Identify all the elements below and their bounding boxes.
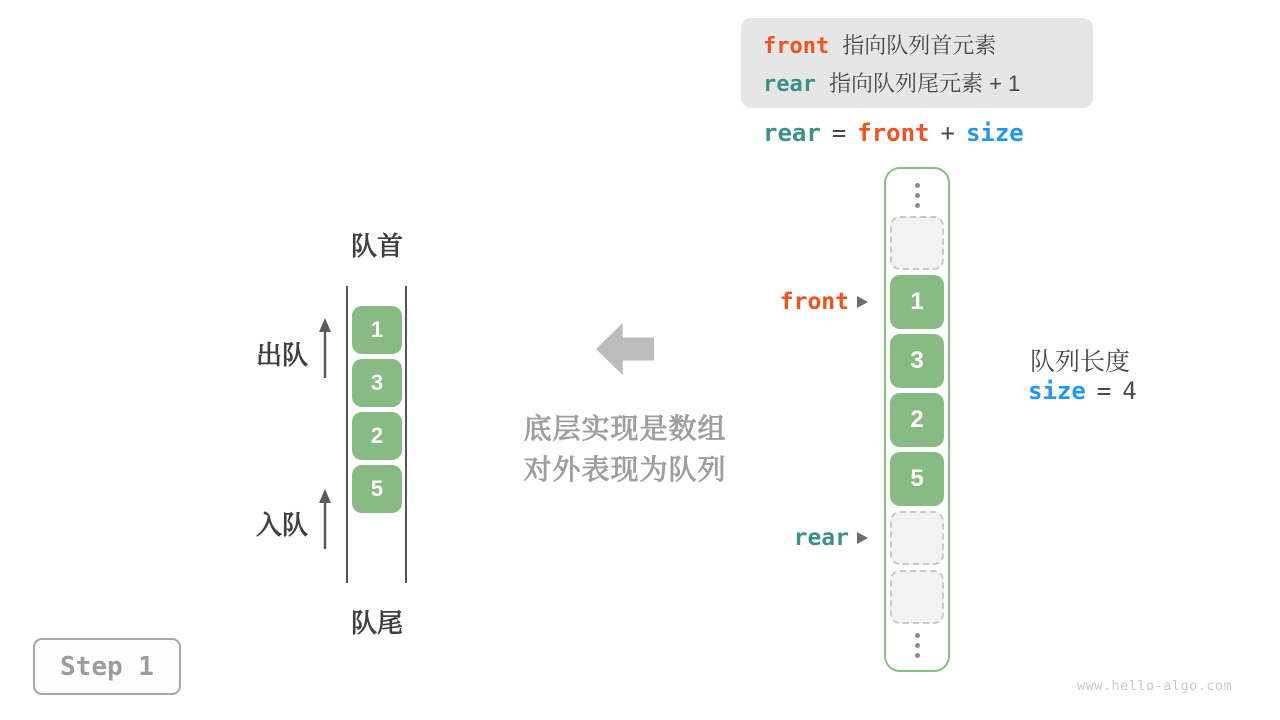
- left-block-arrow-icon: [596, 323, 654, 375]
- array-container: [884, 167, 950, 672]
- queue-head-label: 队首: [350, 231, 403, 261]
- legend-box: [741, 18, 1093, 108]
- array-slot: 2: [890, 393, 944, 447]
- enqueue-up-arrow-icon: [317, 487, 333, 551]
- queue-cell: 2: [352, 412, 402, 460]
- dequeue-up-arrow-icon: [317, 316, 333, 380]
- queue-cell: 3: [352, 359, 402, 407]
- vertical-ellipsis-icon: [915, 179, 920, 211]
- queue-cell: 5: [352, 465, 402, 513]
- size-keyword: size: [1028, 377, 1086, 405]
- size-equals: =: [1096, 377, 1112, 405]
- formula-equals: =: [831, 119, 847, 147]
- rear-pointer-label: rear: [793, 525, 849, 551]
- array-slot-empty: [890, 570, 944, 624]
- watermark: www.hello-algo.com: [1077, 678, 1233, 694]
- formula-front: front: [857, 119, 930, 147]
- size-value-line: [1028, 377, 1137, 405]
- queue-cell: 1: [352, 306, 402, 354]
- dequeue-label: 出队: [255, 340, 308, 370]
- array-slot-empty: [890, 511, 944, 565]
- queue-right-wall: [405, 286, 407, 583]
- legend-line-rear: [763, 67, 1093, 98]
- queue-length-label: 队列长度: [1030, 348, 1131, 376]
- queue-tail-label: 队尾: [350, 608, 403, 638]
- front-keyword: front: [763, 33, 830, 59]
- queue-left-wall: [346, 286, 348, 583]
- legend-line-front: [763, 29, 1093, 60]
- front-pointer-label: front: [779, 289, 849, 315]
- annotation-text: [515, 408, 735, 490]
- pointer-arrow-icon: [857, 296, 868, 308]
- formula-size: size: [965, 119, 1024, 147]
- array-slot: 5: [890, 452, 944, 506]
- rear-keyword: rear: [763, 71, 816, 97]
- formula-rear-front-size: [763, 119, 1024, 147]
- array-slot-empty: [890, 216, 944, 270]
- vertical-ellipsis-icon: [915, 629, 920, 661]
- array-slot: 3: [890, 334, 944, 388]
- front-pointer: [763, 289, 868, 315]
- size-value: 4: [1122, 377, 1137, 405]
- pointer-arrow-icon: [857, 532, 868, 544]
- rear-description: 指向队列尾元素 + 1: [828, 70, 1021, 96]
- annotation-line-1: 底层实现是数组: [523, 413, 727, 444]
- annotation-line-2: 对外表现为队列: [523, 454, 727, 485]
- formula-plus: +: [940, 119, 955, 147]
- step-badge: Step 1: [33, 638, 181, 695]
- enqueue-label: 入队: [255, 510, 308, 540]
- rear-pointer: [763, 525, 868, 551]
- front-description: 指向队列首元素: [842, 32, 997, 58]
- array-slot: 1: [890, 275, 944, 329]
- formula-rear: rear: [763, 119, 821, 147]
